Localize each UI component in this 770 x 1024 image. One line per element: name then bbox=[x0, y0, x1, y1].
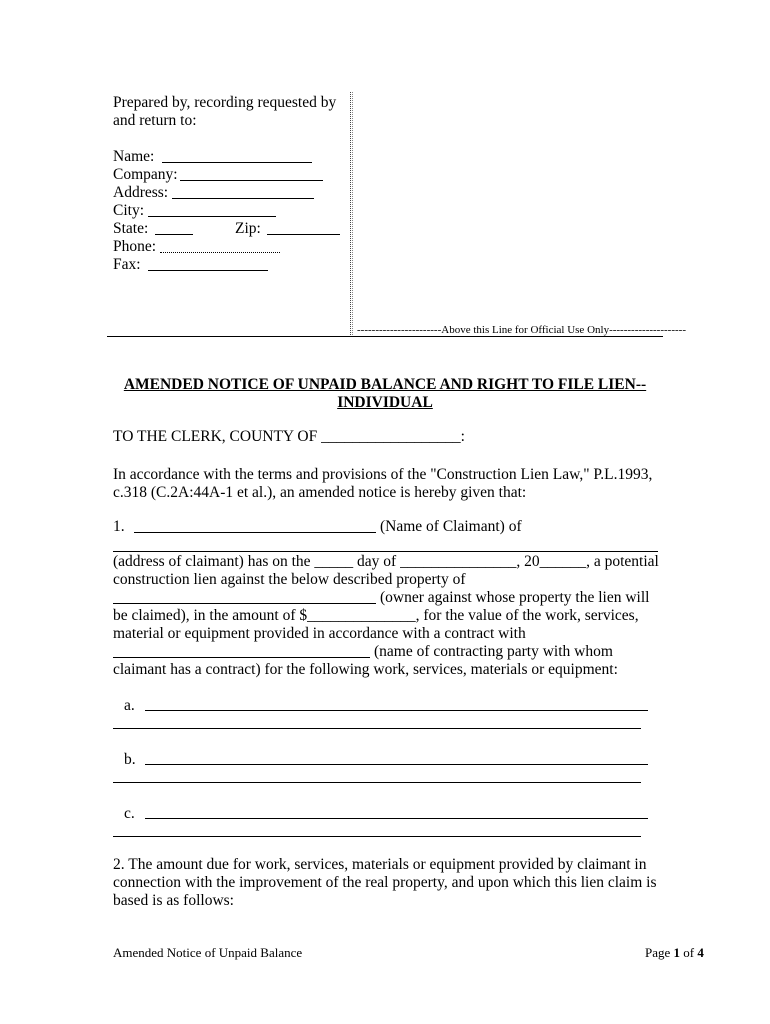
page-of: of bbox=[683, 945, 695, 960]
to-clerk-line: TO THE CLERK, COUNTY OF __________________: bbox=[113, 428, 465, 445]
name-field[interactable] bbox=[162, 162, 312, 163]
company-label: Company: bbox=[113, 166, 178, 183]
paragraph-line-7: claimant has a contract) for the following work, services, materials or equipment: bbox=[113, 661, 618, 678]
item-a-label: a. bbox=[124, 697, 135, 714]
page-prefix: Page bbox=[645, 945, 671, 960]
state-label: State: bbox=[113, 220, 149, 237]
item-a-field[interactable] bbox=[145, 710, 648, 711]
paragraph-line-1: (address of claimant) has on the _____ day of _______________, 20______, a potential bbox=[113, 553, 659, 570]
address-field[interactable] bbox=[172, 198, 314, 199]
item-c-field-2[interactable] bbox=[113, 836, 641, 837]
zip-field[interactable] bbox=[267, 234, 340, 235]
item-c-label: c. bbox=[124, 805, 135, 822]
document-title-line2: INDIVIDUAL bbox=[337, 394, 433, 411]
item-b-field[interactable] bbox=[145, 764, 648, 765]
item-b-field-2[interactable] bbox=[113, 782, 641, 783]
vertical-divider-inner bbox=[352, 92, 353, 337]
page-number bbox=[645, 945, 704, 961]
intro-line-1: In accordance with the terms and provisions of the "Construction Lien Law," P.L.1993, bbox=[113, 466, 653, 483]
item-c-field[interactable] bbox=[145, 818, 648, 819]
city-label: City: bbox=[113, 202, 145, 219]
official-use-line bbox=[107, 336, 663, 337]
item-b-label: b. bbox=[124, 751, 136, 768]
fax-field[interactable] bbox=[148, 270, 268, 271]
claimant-name-field[interactable] bbox=[134, 532, 376, 533]
owner-field[interactable] bbox=[113, 603, 376, 604]
name-label: Name: bbox=[113, 148, 155, 165]
phone-field[interactable] bbox=[160, 252, 280, 253]
address-label: Address: bbox=[113, 184, 169, 201]
item1-number: 1. bbox=[113, 518, 125, 535]
zip-label: Zip: bbox=[235, 220, 261, 237]
company-field[interactable] bbox=[180, 180, 323, 181]
item2-line-3: based is as follows: bbox=[113, 892, 234, 909]
prepared-by-label: Prepared by, recording requested by bbox=[113, 94, 337, 111]
paragraph-line-3: (owner against whose property the lien will bbox=[380, 589, 650, 606]
contracting-party-field[interactable] bbox=[113, 657, 370, 658]
phone-label: Phone: bbox=[113, 238, 157, 255]
intro-line-2: c.318 (C.2A:44A-1 et al.), an amended notice is hereby given that: bbox=[113, 484, 527, 501]
item1-label: (Name of Claimant) of bbox=[380, 518, 522, 535]
paragraph-line-4: be claimed), in the amount of $______________, for the value of the work, services, bbox=[113, 607, 639, 624]
state-field[interactable] bbox=[155, 234, 193, 235]
official-use-label: -----------------------Above this Line for Official Use Only--------------------- bbox=[357, 324, 686, 336]
item-a-field-2[interactable] bbox=[113, 728, 641, 729]
vertical-divider bbox=[350, 92, 351, 337]
claimant-address-field[interactable] bbox=[113, 551, 658, 552]
fax-label: Fax: bbox=[113, 256, 141, 273]
page-current: 1 bbox=[673, 945, 681, 960]
document-title-line1: AMENDED NOTICE OF UNPAID BALANCE AND RIGHT TO FILE LIEN-- bbox=[123, 376, 647, 393]
paragraph-line-2: construction lien against the below described property of bbox=[113, 571, 466, 588]
return-to-label: and return to: bbox=[113, 112, 197, 129]
item2-line-1: 2. The amount due for work, services, materials or equipment provided by claimant in bbox=[113, 856, 647, 873]
item2-line-2: connection with the improvement of the real property, and upon which this lien claim is bbox=[113, 874, 657, 891]
paragraph-line-5: material or equipment provided in accordance with a contract with bbox=[113, 625, 526, 642]
page-total: 4 bbox=[697, 945, 704, 960]
paragraph-line-6: (name of contracting party with whom bbox=[374, 643, 613, 660]
footer-title: Amended Notice of Unpaid Balance bbox=[113, 945, 303, 960]
city-field[interactable] bbox=[148, 216, 276, 217]
